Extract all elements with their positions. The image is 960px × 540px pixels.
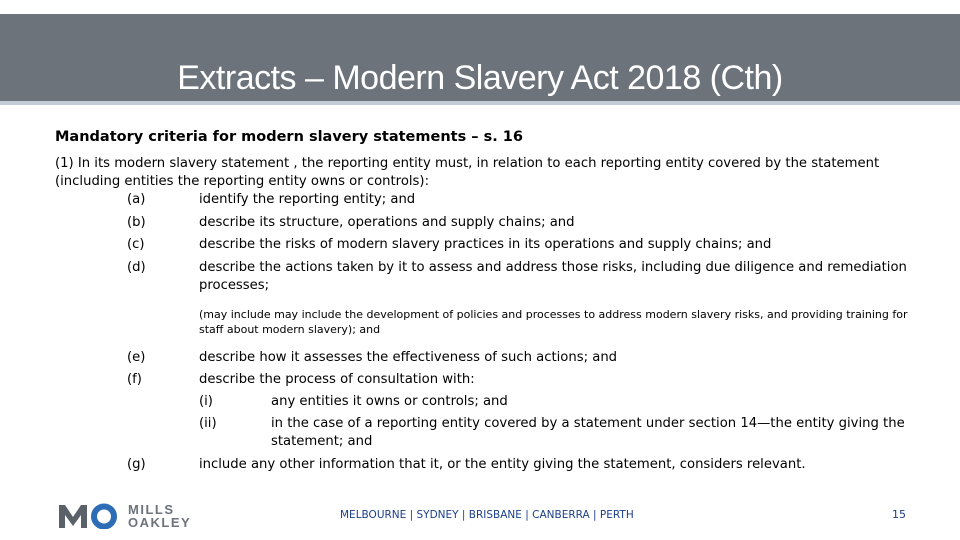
list-item-label: (b) (127, 214, 146, 230)
sub-list-item-text: any entities it owns or controls; and (271, 394, 508, 409)
sub-list-item (55, 393, 915, 411)
logo-mark-icon (58, 503, 120, 529)
list-item-text: describe the risks of modern slavery practices in its operations and supply chains; and (199, 237, 772, 252)
slide-title: Extracts – Modern Slavery Act 2018 (Cth) (177, 59, 783, 97)
list-item-text: describe its structure, operations and supply chains; and (199, 214, 575, 230)
list-item-text: describe the process of consultation with: (199, 372, 475, 387)
list-item (55, 259, 915, 295)
sub-list-item-label: (ii) (199, 416, 217, 431)
company-logo (58, 503, 191, 529)
list-item-label: (a) (127, 192, 146, 207)
footer-office-locations: MELBOURNE | SYDNEY | BRISBANE | CANBERRA | PERTH (340, 509, 634, 521)
sub-list-item-label: (i) (199, 394, 213, 409)
list-item-text: identify the reporting entity; and (199, 192, 416, 207)
list-item-label: (e) (127, 349, 146, 365)
list-item-label: (f) (127, 372, 142, 387)
list-item (55, 191, 915, 209)
sub-list-item-text: in the case of a reporting entity covered by a statement under section 14—the entity giving the statement; and (271, 416, 905, 449)
logo-wordmark-line: OAKLEY (128, 515, 192, 530)
list-item (55, 456, 915, 474)
list-item-label: (d) (127, 259, 146, 275)
section-subheading: Mandatory criteria for modern slavery statements – s. 16 (55, 129, 523, 145)
list-item-label: (g) (127, 456, 146, 472)
logo-wordmark-line: MILLS (128, 502, 175, 517)
title-bar (0, 14, 960, 105)
list-item (55, 236, 915, 254)
list-item (55, 349, 915, 367)
note-text: (may include may include the development of policies and processes to address modern slavery risks, and providing training for staff about modern slavery); and (199, 307, 908, 336)
list-item-text: describe how it assesses the effectiveness of such actions; and (199, 349, 618, 365)
sub-list-item (55, 415, 915, 451)
page-number: 15 (892, 508, 906, 521)
list-item-text: include any other information that it, or the entity giving the statement, considers relevant. (199, 456, 806, 472)
intro-paragraph: (1) In its modern slavery statement , the reporting entity must, in relation to each reporting entity covered by the statement (including entities the reporting entity owns or controls): (55, 156, 880, 189)
slide-body (55, 128, 915, 474)
list-item-text: describe the actions taken by it to assess and address those risks, including due diligence and remediation processes; (199, 259, 907, 293)
list-item-label: (c) (127, 237, 145, 252)
title-bar-accent-line (0, 101, 960, 105)
list-item (55, 371, 915, 389)
list-item (55, 214, 915, 232)
logo-wordmark (128, 503, 191, 529)
